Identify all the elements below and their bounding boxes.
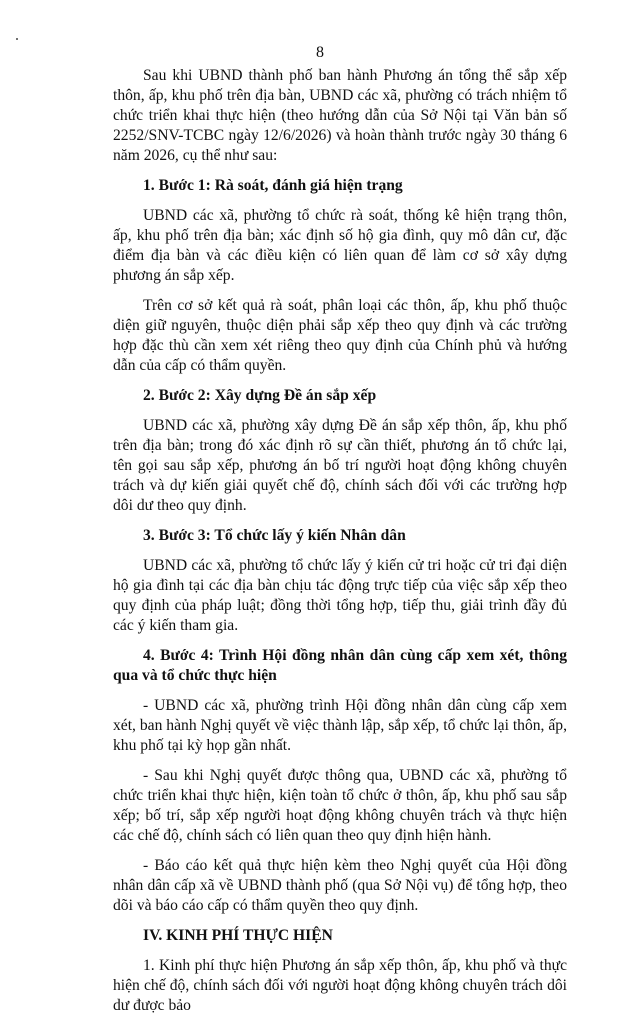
step-3-heading: 3. Bước 3: Tổ chức lấy ý kiến Nhân dân [143,527,406,544]
step-2-heading: 2. Bước 2: Xây dựng Đề án sắp xếp [143,387,377,404]
page-number: 8 [316,44,324,61]
document-body [113,66,567,1016]
step-2-paragraph: UBND các xã, phường xây dựng Đề án sắp xếp thôn, ấp, khu phố trên địa bàn; trong đó xác định rõ sự cần thiết, phương án tổ chức lại, tên gọi sau sắp xếp, phương án bố trí người hoạt động không chuyên trách và dự kiến giải quyết chế độ, chính sách đối với các trường hợp dôi dư theo quy định. [113,417,567,514]
intro-paragraph: Sau khi UBND thành phố ban hành Phương án tổng thể sắp xếp thôn, ấp, khu phố trên địa bàn, UBND các xã, phường có trách nhiệm tổ chức triển khai thực hiện (theo hướng dẫn của Sở Nội tại Văn bản số 2252/SNV-TCBC ngày 12/6/2026) và hoàn thành trước ngày 30 tháng 6 năm 2026, cụ thể như sau: [113,67,567,164]
step-4-item-1: - UBND các xã, phường trình Hội đồng nhân dân cùng cấp xem xét, ban hành Nghị quyết về việc thành lập, sắp xếp, tổ chức lại thôn, ấp, khu phố tại kỳ họp gần nhất. [113,697,567,754]
step-4-item-3: - Báo cáo kết quả thực hiện kèm theo Nghị quyết của Hội đồng nhân dân cấp xã về UBND thành phố (qua Sở Nội vụ) để tổng hợp, theo dõi và báo cáo cấp có thẩm quyền theo quy định. [113,857,567,914]
section-iv-paragraph: 1. Kinh phí thực hiện Phương án sắp xếp thôn, ấp, khu phố và thực hiện chế độ, chính sách đối với người hoạt động không chuyên trách dôi dư được bảo [113,957,567,1014]
scan-speck [16,38,18,40]
step-4-item-2: - Sau khi Nghị quyết được thông qua, UBND các xã, phường tổ chức triển khai thực hiện, kiện toàn tổ chức ở thôn, ấp, khu phố sau sắp xếp; bố trí, sắp xếp người hoạt động không chuyên trách và thực hiện các chế độ, chính sách có liên quan theo quy định hiện hành. [113,767,567,844]
step-1-paragraph-1: UBND các xã, phường tổ chức rà soát, thống kê hiện trạng thôn, ấp, khu phố trên địa bàn; xác định số hộ gia đình, quy mô dân cư, đặc điểm địa bàn và các điều kiện có liên quan để làm cơ sở xây dựng phương án sắp xếp. [113,207,567,284]
step-1-paragraph-2: Trên cơ sở kết quả rà soát, phân loại các thôn, ấp, khu phố thuộc diện giữ nguyên, thuộc diện phải sắp xếp theo quy định và các trường hợp đặc thù cần xem xét riêng theo quy định của Chính phủ và hướng dẫn của cấp có thẩm quyền. [113,297,567,374]
section-iv-heading: IV. KINH PHÍ THỰC HIỆN [143,927,333,944]
step-1-heading: 1. Bước 1: Rà soát, đánh giá hiện trạng [143,177,403,194]
step-3-paragraph: UBND các xã, phường tổ chức lấy ý kiến cử tri hoặc cử tri đại diện hộ gia đình tại các địa bàn chịu tác động trực tiếp của việc sắp xếp theo quy định của pháp luật; đồng thời tổng hợp, tiếp thu, giải trình đầy đủ các ý kiến tham gia. [113,557,567,634]
step-4-heading: 4. Bước 4: Trình Hội đồng nhân dân cùng cấp xem xét, thông qua và tổ chức thực hiện [113,647,567,684]
